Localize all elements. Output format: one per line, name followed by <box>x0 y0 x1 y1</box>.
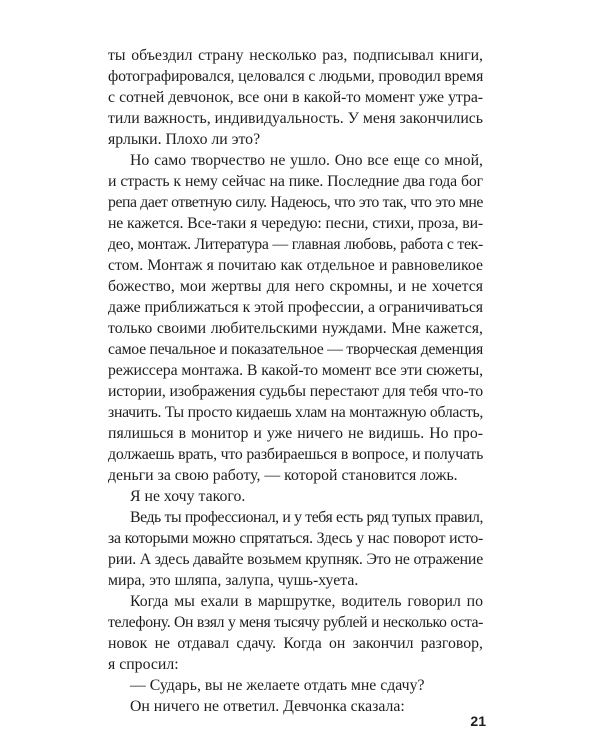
text-line: рии. А здесь давайте возьмем крупняк. Это не отражение <box>108 551 483 568</box>
text-line: значить. Ты просто кидаешь хлам на монтажную область, <box>108 404 483 421</box>
text-line: тили важность, индивидуальность. У меня закончились <box>108 110 483 127</box>
text-line: новок не отдавал сдачу. Когда он закончил разговор, <box>108 635 483 652</box>
text-line: не кажется. Все-таки я чередую: песни, стихи, проза, ви- <box>108 215 483 232</box>
text-line: ярлыки. Плохо ли это? <box>108 131 261 148</box>
text-line: репа дает ответную силу. Надеюсь, что это так, что это мне <box>108 194 483 211</box>
paragraph-first-line: Я не хочу такого. <box>130 488 246 505</box>
text-line: за которыми можно спрятаться. Здесь у нас поворот исто- <box>108 530 483 547</box>
paragraph-first-line: Ведь ты профессионал, и у тебя есть ряд тупых правил, <box>130 509 483 526</box>
text-line: пялишься в монитор и уже ничего не видишь. Но про- <box>108 425 483 442</box>
text-line: и страсть к нему сейчас на пике. Последние два года бог <box>108 173 483 190</box>
text-line: самое печальное и показательное — творческая деменция <box>108 341 483 358</box>
text-line: режиссера монтажа. В какой-то момент все эти сюжеты, <box>108 362 483 379</box>
text-line: телефону. Он взял у меня тысячу рублей и несколько оста- <box>108 614 483 631</box>
text-line: истории, изображения судьбы перестают для тебя что-то <box>108 383 483 400</box>
dialogue-line: — Сударь, вы не желаете отдать мне сдачу? <box>130 677 425 694</box>
text-line: с сотней девчонок, все они в какой-то момент уже утра- <box>108 89 483 106</box>
text-line: я спросил: <box>108 656 179 673</box>
paragraph-first-line: Он ничего не ответил. Девчонка сказала: <box>130 698 405 715</box>
paragraph-first-line: Когда мы ехали в маршрутке, водитель говорил по <box>130 593 483 610</box>
text-line: даже приближаться к этой профессии, а ограничиваться <box>108 299 483 316</box>
text-line: только своими любительскими нуждами. Мне кажется, <box>108 320 483 337</box>
text-line: део, монтаж. Литература — главная любовь, работа с тек- <box>108 236 483 253</box>
text-line: божество, мои жертвы для него скромны, и не хочется <box>108 278 483 295</box>
paragraph-first-line: Но само творчество не ушло. Оно все еще со мной, <box>130 152 483 169</box>
text-line: деньги за свою работу, — которой становится ложь. <box>108 467 458 484</box>
page-number: 21 <box>470 713 486 729</box>
text-line: должаешь врать, что разбираешься в вопросе, и получать <box>108 446 484 463</box>
text-line: ты объездил страну несколько раз, подписывал книги, <box>108 47 483 64</box>
text-line: мира, это шляпа, залупа, чушь-хуета. <box>108 572 359 589</box>
text-line: фотографировался, целовался с людьми, проводил время <box>108 68 484 85</box>
text-line: стом. Монтаж я почитаю как отдельное и равновеликое <box>108 257 483 274</box>
